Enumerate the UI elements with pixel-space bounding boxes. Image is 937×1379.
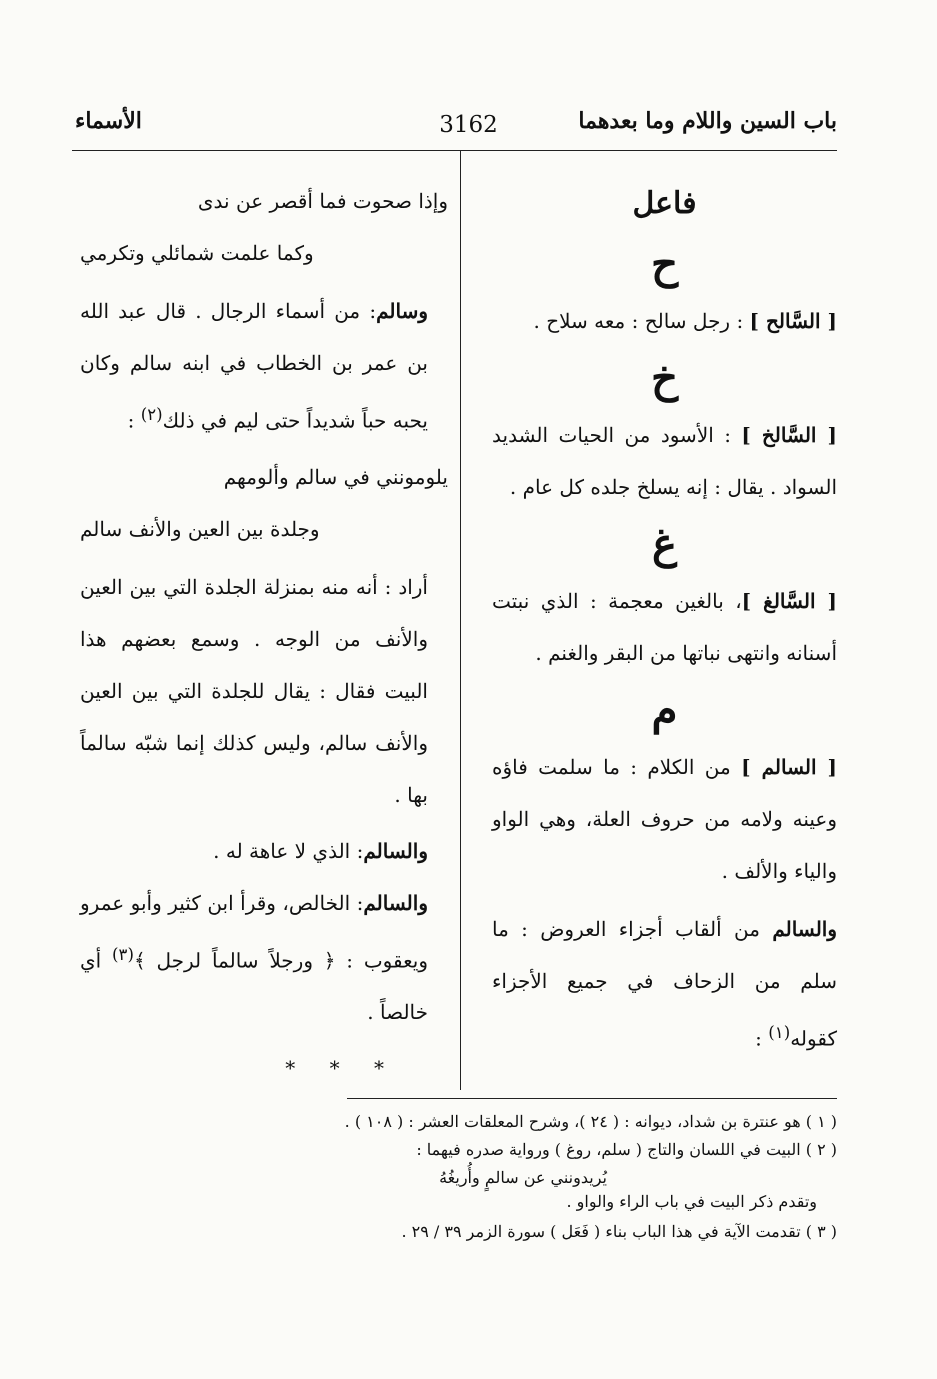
entry-text: من الكلام : ما سلمت فاؤه وعينه ولامه من حروف العلة، وهي الواو والياء والألف . <box>492 755 837 883</box>
entry-keyword: [ السَّالح ] <box>749 309 837 333</box>
page-number: 3162 <box>439 112 498 138</box>
entry-text: : من أسماء الرجال . قال عبد الله بن عمر بن الخطاب في ابنه سالم وكان يحبه حباً شديداً حتى ليم في ذلك <box>80 299 428 433</box>
entry-text: : الذي لا عاهة له . <box>213 838 364 863</box>
footnote-2-verse: يُريدونني عن سالمٍ وأُريغُهُ <box>439 1168 607 1187</box>
footnote-1: ( ١ ) هو عنترة بن شداد، ديوانه : ( ٢٤ )، وشرح المعلقات العشر : ( ١٠٨ ) . <box>344 1112 837 1131</box>
entry-salim-kalam <box>492 741 837 897</box>
section-title: فاعل <box>632 186 697 221</box>
column-divider <box>460 150 461 1090</box>
entry-salim-name <box>80 285 448 447</box>
header-rule <box>72 150 837 151</box>
entry-text: ، بالغين معجمة : الذي نبتت أسنانه وانتهى نباتها من البقر والغنم . <box>492 589 837 665</box>
right-column <box>492 175 837 1065</box>
footnote-rule <box>347 1098 837 1099</box>
letter-heading-mim: م <box>651 685 678 734</box>
section-end-stars: * * * <box>285 1056 398 1081</box>
verse-2-first-hemistich: يلومونني في سالم وألومهم <box>223 464 448 489</box>
footnote-ref-1: (١) <box>768 1023 791 1042</box>
entry-keyword: والسالم <box>363 890 428 915</box>
entry-explanation: أراد : أنه منه بمنزلة الجلدة التي بين العين والأنف من الوجه . وسمع بعضهم هذا البيت فقال : يقال للجلدة التي بين العين والأنف سالم، وليس كذلك إنما شبّه سالماً بها . <box>80 574 428 807</box>
footnote-3: ( ٣ ) تقدمت الآية في هذا الباب بناء ( فَعَل ) سورة الزمر ٣٩ / ٢٩ . <box>401 1222 837 1241</box>
entry-salih <box>492 295 837 347</box>
entry-text-end: : <box>755 1026 762 1051</box>
verse-1-second-hemistich: وكما علمت شمائلي وتكرمي <box>80 241 314 265</box>
entry-keyword: [ السَّالخ ] <box>741 423 837 447</box>
letter-heading-ha: ح <box>650 239 679 288</box>
footnotes <box>97 1108 837 1246</box>
footnote-2: ( ٢ ) البيت في اللسان والتاج ( سلم، روغ ) ورواية صدره فيهما : <box>416 1140 837 1159</box>
entry-text: من ألقاب أجزاء العروض : ما سلم من الزحاف في جميع الأجزاء كقوله <box>492 917 837 1051</box>
entry-keyword: والسالم <box>772 917 838 941</box>
running-header-chapter: باب السين واللام وما بعدهما <box>578 108 837 134</box>
entry-salim-pure <box>80 877 448 1039</box>
entry-text-end: : <box>127 408 135 433</box>
entry-keyword: والسالم <box>363 838 428 863</box>
entry-text: : رجل سالح : معه سلاح . <box>533 309 744 333</box>
entry-salikh <box>492 409 837 513</box>
entry-text-end: أي خالصاً . <box>80 948 428 1025</box>
verse-2-second-hemistich: وجلدة بين العين والأنف سالم <box>80 516 320 541</box>
entry-keyword: وسالم <box>376 299 428 323</box>
entry-text: : الأسود من الحيات الشديد السواد . يقال : إنه يسلخ جلده كل عام . <box>492 423 837 499</box>
letter-heading-ghayn: غ <box>651 519 678 568</box>
verse-1-first-hemistich: وإذا صحوت فما أقصر عن ندى <box>197 189 448 213</box>
footnote-2-note: وتقدم ذكر البيت في باب الراء والواو . <box>566 1192 817 1211</box>
entry-keyword: [ السالم ] <box>741 755 838 779</box>
entry-salim-arud <box>492 903 837 1065</box>
entry-saligh <box>492 575 837 679</box>
entry-salim-healthy <box>80 825 448 877</box>
running-header-section: الأسماء <box>75 108 142 134</box>
footnote-ref-2: (٢) <box>140 405 163 424</box>
entry-text: : الخالص، وقرأ ابن كثير وأبو عمرو ويعقوب : ﴿ ورجلاً سالماً لرجل ﴾ <box>80 890 429 973</box>
left-column <box>80 175 448 1114</box>
letter-heading-kha: خ <box>650 353 679 402</box>
entry-keyword: [ السَّالغ ] <box>741 589 837 613</box>
footnote-ref-3: (٣) <box>112 944 134 964</box>
